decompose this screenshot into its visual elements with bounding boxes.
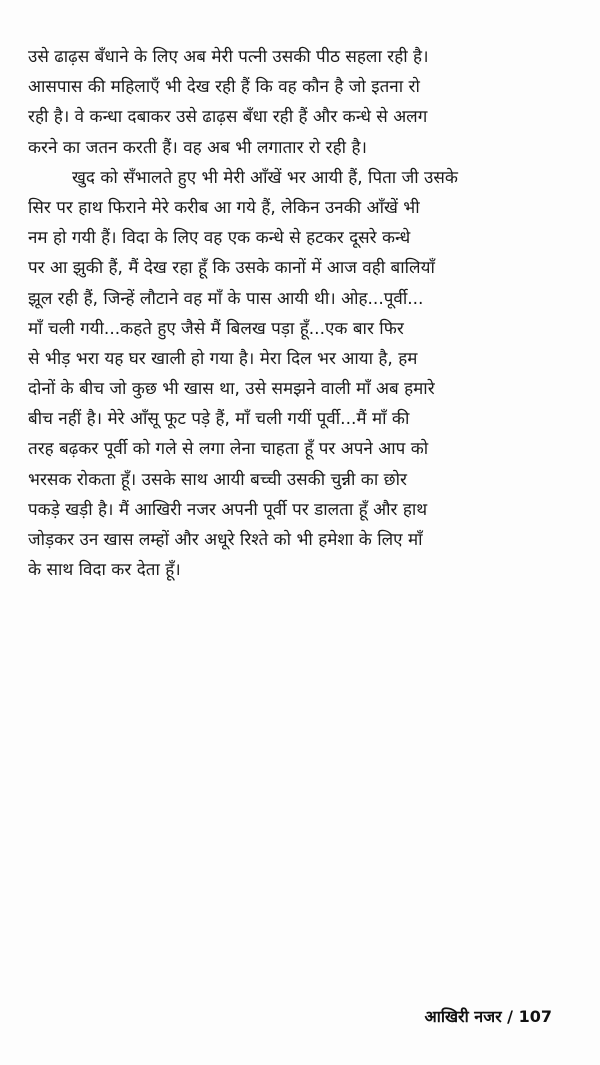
paragraph-start-line: खुद को सँभालते हुए भी मेरी आँखें भर आयी हैं, पिता जी उसके bbox=[72, 167, 458, 188]
text-line: भरसक रोकता हूँ। उसके साथ आयी बच्ची उसकी चुन्नी का छोर bbox=[28, 469, 407, 490]
text-line: नम हो गयी हैं। विदा के लिए वह एक कन्धे से हटकर दूसरे कन्धे bbox=[28, 228, 411, 249]
text-line: माँ चली गयी...कहते हुए जैसे मैं बिलख पड़ा हूँ...एक बार फिर bbox=[28, 318, 404, 339]
text-line: के साथ विदा कर देता हूँ। bbox=[28, 560, 181, 581]
text-line: आसपास की महिलाएँ भी देख रही हैं कि वह कौन है जो इतना रो bbox=[28, 77, 420, 98]
text-line: बीच नहीं है। मेरे आँसू फूट पड़े हैं, माँ चली गयीं पूर्वी...मैं माँ की bbox=[28, 409, 410, 430]
text-line: उसे ढाढ़स बँधाने के लिए अब मेरी पत्नी उसकी पीठ सहला रही है। bbox=[28, 47, 429, 67]
text-line: करने का जतन करती हैं। वह अब भी लगातार रो रही है। bbox=[28, 137, 367, 158]
story-text bbox=[28, 42, 562, 585]
text-line: दोनों के बीच जो कुछ भी खास था, उसे समझने वाली माँ अब हमारे bbox=[28, 379, 435, 400]
text-line: सिर पर हाथ फिराने मेरे करीब आ गये हैं, लेकिन उनकी आँखें भी bbox=[28, 197, 420, 218]
text-line: पकड़े खड़ी है। मैं आखिरी नजर अपनी पूर्वी पर डालता हूँ और हाथ bbox=[28, 499, 428, 520]
page-footer: आखिरी नजर / 107 bbox=[424, 1007, 552, 1026]
text-line: तरह बढ़कर पूर्वी को गले से लगा लेना चाहता हूँ पर अपने आप को bbox=[28, 439, 429, 460]
text-line: पर आ झुकी हैं, मैं देख रहा हूँ कि उसके कानों में आज वही बालियाँ bbox=[28, 258, 435, 279]
text-line: जोड़कर उन खास लम्हों और अधूरे रिश्ते को भी हमेशा के लिए माँ bbox=[28, 530, 423, 550]
text-line: से भीड़ भरा यह घर खाली हो गया है। मेरा दिल भर आया है, हम bbox=[28, 348, 418, 369]
text-line: रही है। वे कन्धा दबाकर उसे ढाढ़स बँधा रही हैं और कन्धे से अलग bbox=[28, 107, 428, 128]
text-line: झूल रही हैं, जिन्हें लौटाने वह माँ के पास आयी थी। ओह...पूर्वी... bbox=[28, 288, 424, 309]
